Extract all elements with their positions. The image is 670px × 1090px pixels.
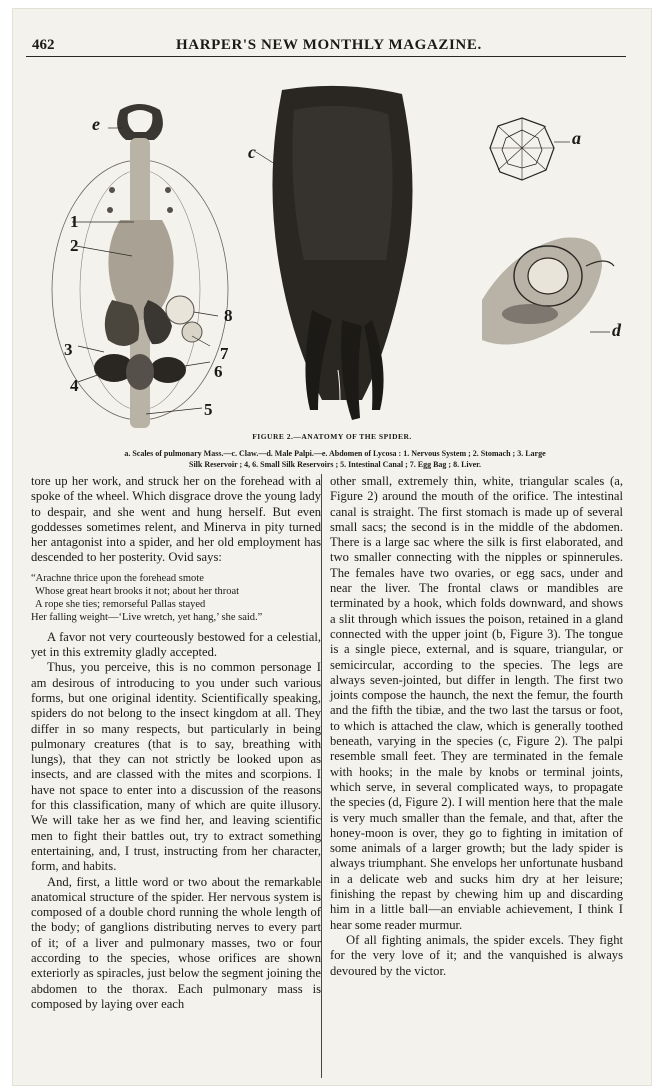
left-column <box>31 474 321 1012</box>
page-header <box>26 36 626 57</box>
figure-caption-title: FIGURE 2.—ANATOMY OF THE SPIDER. <box>252 432 412 441</box>
figure-label-e: e <box>92 114 100 134</box>
figure-number-5: 5 <box>204 400 213 419</box>
figure-label-a: a <box>572 128 581 148</box>
figure-number-2: 2 <box>70 236 79 255</box>
figure-number-1: 1 <box>70 212 79 231</box>
poem-line: A rope she ties; remorseful Pallas stayed <box>35 598 206 610</box>
poem-quote <box>31 572 321 624</box>
figure-label-d: d <box>612 320 621 340</box>
scales-drawing <box>490 118 570 180</box>
paragraph: Thus, you perceive, this is no common personage I am desirous of introducing to you under such various forms, but one original identity. Scientifically speaking, spiders do not belong to the insect kingdom at all. They differ in so many respects, but particularly in being pulmonary creatures (that is to say, breathing with lungs), that they can not strictly be looked upon as insects, and are classed with the mites and scorpions. I have not space to enter into a discussion of the reasons for this classification, many of which are quite illusory. We will take her as we find her, and leaving scientific men to fight their battles out, try to extract something entertaining, and, I trust, instructing from her character, form, and habits. <box>31 660 321 874</box>
claw-drawing <box>256 86 413 422</box>
poem-line: Whose great heart brooks it not; about her throat <box>35 585 240 597</box>
paragraph: And, first, a little word or two about the remarkable anatomical structure of the spider. Her nervous system is composed of a double chord running the whole length of the body; of ganglions distributing nerves to every part of it; of a liver and pulmonary masses, two or four according to the species, whose orifices are shown exteriorly as spiracles, just below the segment joining the abdomen to the thorax. Each pulmonary mass is composed by laying over each <box>31 874 321 1011</box>
poem-line: Her falling weight—‘Live wretch, yet hang,’ she said.” <box>31 611 263 623</box>
figure-number-7: 7 <box>220 344 229 363</box>
right-column <box>330 474 623 979</box>
paragraph: tore up her work, and struck her on the forehead with a spoke of the wheel. Which disgrace drove the young lady to despair, and she went and hung herself. But even goddesses sometimes relent, and Minerva in pity turned her antagonist into a spider, and her old employment has descended to her posterity. Ovid says: <box>31 474 321 565</box>
figure-number-8: 8 <box>224 306 233 325</box>
column-divider <box>321 474 322 1078</box>
paragraph: other small, extremely thin, white, triangular scales (a, Figure 2) around the mouth of the orifice. The intestinal canal is straight. The first stomach is made up of several small sacs; the second is in the middle of the abdomen. There is a large sac where the silk is first elaborated, and two smaller connecting with the nipples or spinnerules. The females have two ovaries, or egg sacs, under and near the liver. The frontal claws or mandibles are terminated by a hook, which folds downward, and shows a slit through which issues the poison, retained in a gland connected with the upper joint (b, Figure 3). The tongue is a single piece, external, and is square, triangular, or semicircular, according to the species. The legs are always seven-jointed, but differ in length. The first two joints compose the haunch, the next the femur, the fourth and the fifth the tibiæ, and the two last the tarsus or foot, to which is attached the claw, which is generally toothed beneath, varying in the species (c, Figure 2). The palpi resemble small feet. They are terminated in the female with hooks; in the male by knobs or terminal joints, which serve, in several complicated ways, to propagate the species (d, Figure 2). I will mention here that the male is very much smaller than the female, and that, after the honey-moon is over, they go to fighting in imitation of some animals of a larger growth; but the lady spider is always triumphant. She envelops her unfortunate husband in a delicate web and sucks him dry at her leisure; finishing the repast by chewing him up and discarding him in a little ball—an enviable achievement, I think I hear some reader murmur. <box>330 474 623 932</box>
palpi-drawing <box>482 238 614 345</box>
magazine-page <box>12 8 652 1086</box>
running-title: HARPER'S NEW MONTHLY MAGAZINE. <box>176 37 482 53</box>
anatomy-illustration <box>42 70 632 430</box>
figure-number-3: 3 <box>64 340 73 359</box>
page-number: 462 <box>32 37 55 53</box>
paragraph: Of all fighting animals, the spider excels. They fight for the very love of it; and the vanquished is always devoured by the victor. <box>330 932 623 978</box>
figure-caption-legend-line-1: a. Scales of pulmonary Mass.—c. Claw.—d. Male Palpi.—e. Abdomen of Lycosa : 1. Nervous System ; 2. Stomach ; 3. Large <box>124 449 546 458</box>
anatomy-figure <box>42 70 632 450</box>
paragraph: A favor not very courteously bestowed for a celestial, yet in this extremity gladly accepted. <box>31 629 321 660</box>
figure-number-4: 4 <box>70 376 79 395</box>
poem-line: “Arachne thrice upon the forehead smote <box>31 572 204 584</box>
figure-label-c: c <box>248 142 256 162</box>
figure-caption-legend <box>40 448 630 470</box>
figure-number-6: 6 <box>214 362 223 381</box>
figure-caption-legend-line-2: Silk Reservoir ; 4, 6. Small Silk Reservoirs ; 5. Intestinal Canal ; 7. Egg Bag ; 8. Liver. <box>189 460 481 469</box>
